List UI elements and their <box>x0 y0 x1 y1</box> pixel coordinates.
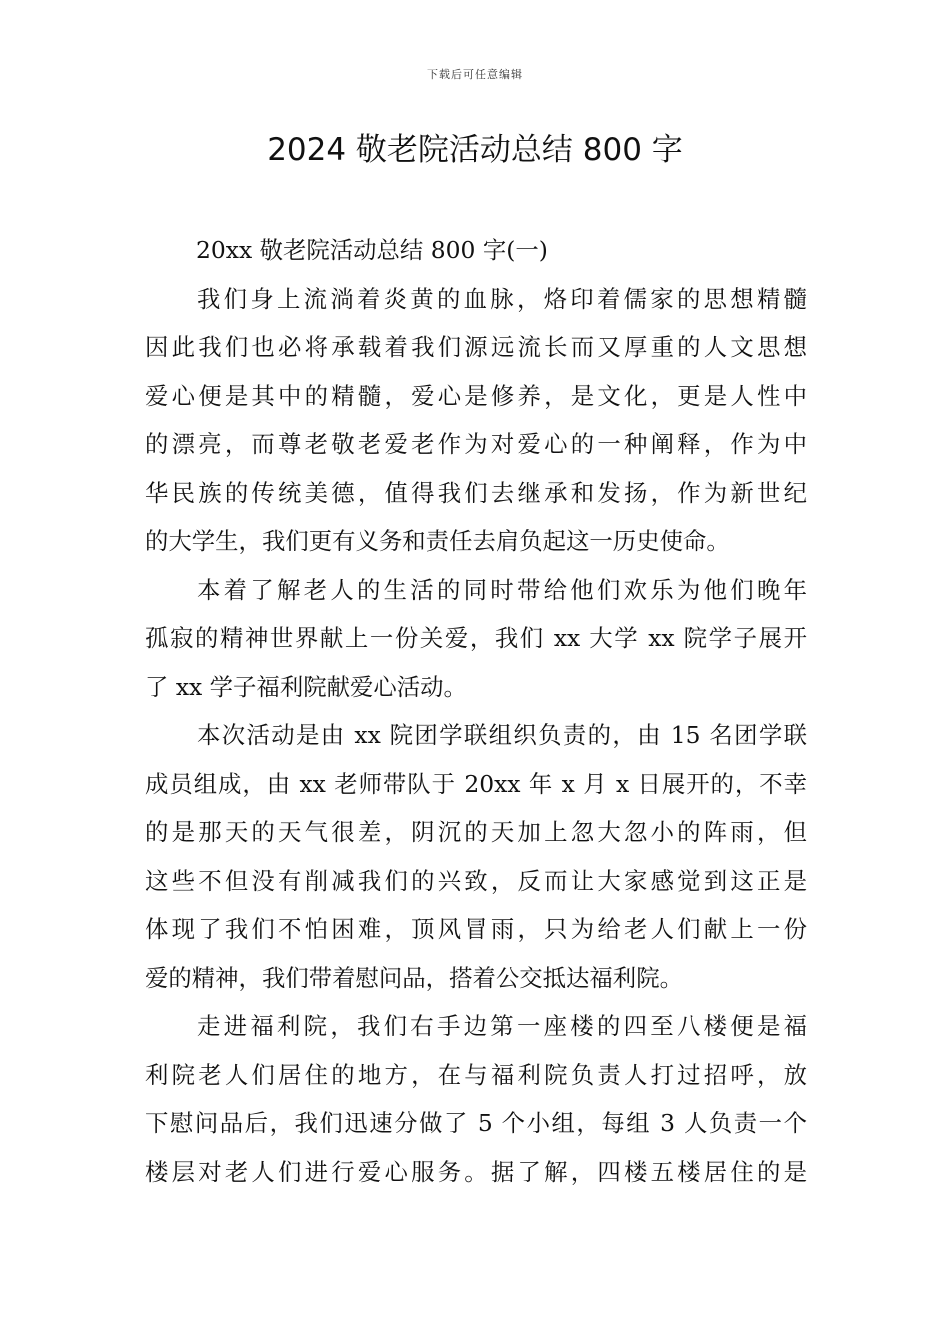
section-subtitle: 20xx 敬老院活动总结 800 字(一) <box>196 236 548 264</box>
text-line: 的大学生，我们更有义务和责任去肩负起这一历史使命。 <box>145 527 730 555</box>
text-line: 走进福利院，我们右手边第一座楼的四至八楼便是福 <box>197 1012 807 1040</box>
text-line: 下慰问品后，我们迅速分做了 5 个小组，每组 3 人负责一个 <box>145 1109 807 1137</box>
text-line: 这些不但没有削减我们的兴致，反而让大家感觉到这正是 <box>145 866 807 895</box>
text-line: 体现了我们不怕困难，顶风冒雨，只为给老人们献上一份 <box>145 915 807 943</box>
text-line: 楼层对老人们进行爱心服务。据了解，四楼五楼居住的是 <box>145 1157 807 1186</box>
text-line: 我们身上流淌着炎黄的血脉，烙印着儒家的思想精髓 <box>197 284 807 313</box>
document-body <box>145 226 807 1196</box>
header-note: 下载后可任意编辑 <box>427 68 523 81</box>
paragraph-3 <box>145 711 807 1002</box>
document-title: 2024 敬老院活动总结 800 字 <box>267 132 683 168</box>
text-line: 成员组成，由 xx 老师带队于 20xx 年 x 月 x 日展开的，不幸 <box>145 769 807 798</box>
paragraph-1 <box>145 275 807 566</box>
text-line: 的漂亮，而尊老敬老爱老作为对爱心的一种阐释，作为中 <box>145 430 807 458</box>
text-line: 爱心便是其中的精髓，爱心是修养，是文化，更是人性中 <box>145 381 807 410</box>
text-line: 了 xx 学子福利院献爱心活动。 <box>145 672 467 701</box>
paragraph-2 <box>145 566 807 712</box>
text-line: 因此我们也必将承载着我们源远流长而又厚重的人文思想 <box>145 333 807 361</box>
text-line: 的是那天的天气很差，阴沉的天加上忽大忽小的阵雨，但 <box>145 818 807 846</box>
text-line: 本着了解老人的生活的同时带给他们欢乐为他们晚年 <box>197 575 807 604</box>
text-line: 本次活动是由 xx 院团学联组织负责的，由 15 名团学联 <box>197 721 807 749</box>
paragraph-4 <box>145 1002 807 1196</box>
text-line: 孤寂的精神世界献上一份关爱，我们 xx 大学 xx 院学子展开 <box>145 624 807 652</box>
text-line: 爱的精神，我们带着慰问品，搭着公交抵达福利院。 <box>145 963 683 992</box>
text-line: 华民族的传统美德，值得我们去继承和发扬，作为新世纪 <box>145 478 807 507</box>
text-line: 利院老人们居住的地方，在与福利院负责人打过招呼，放 <box>145 1060 807 1089</box>
